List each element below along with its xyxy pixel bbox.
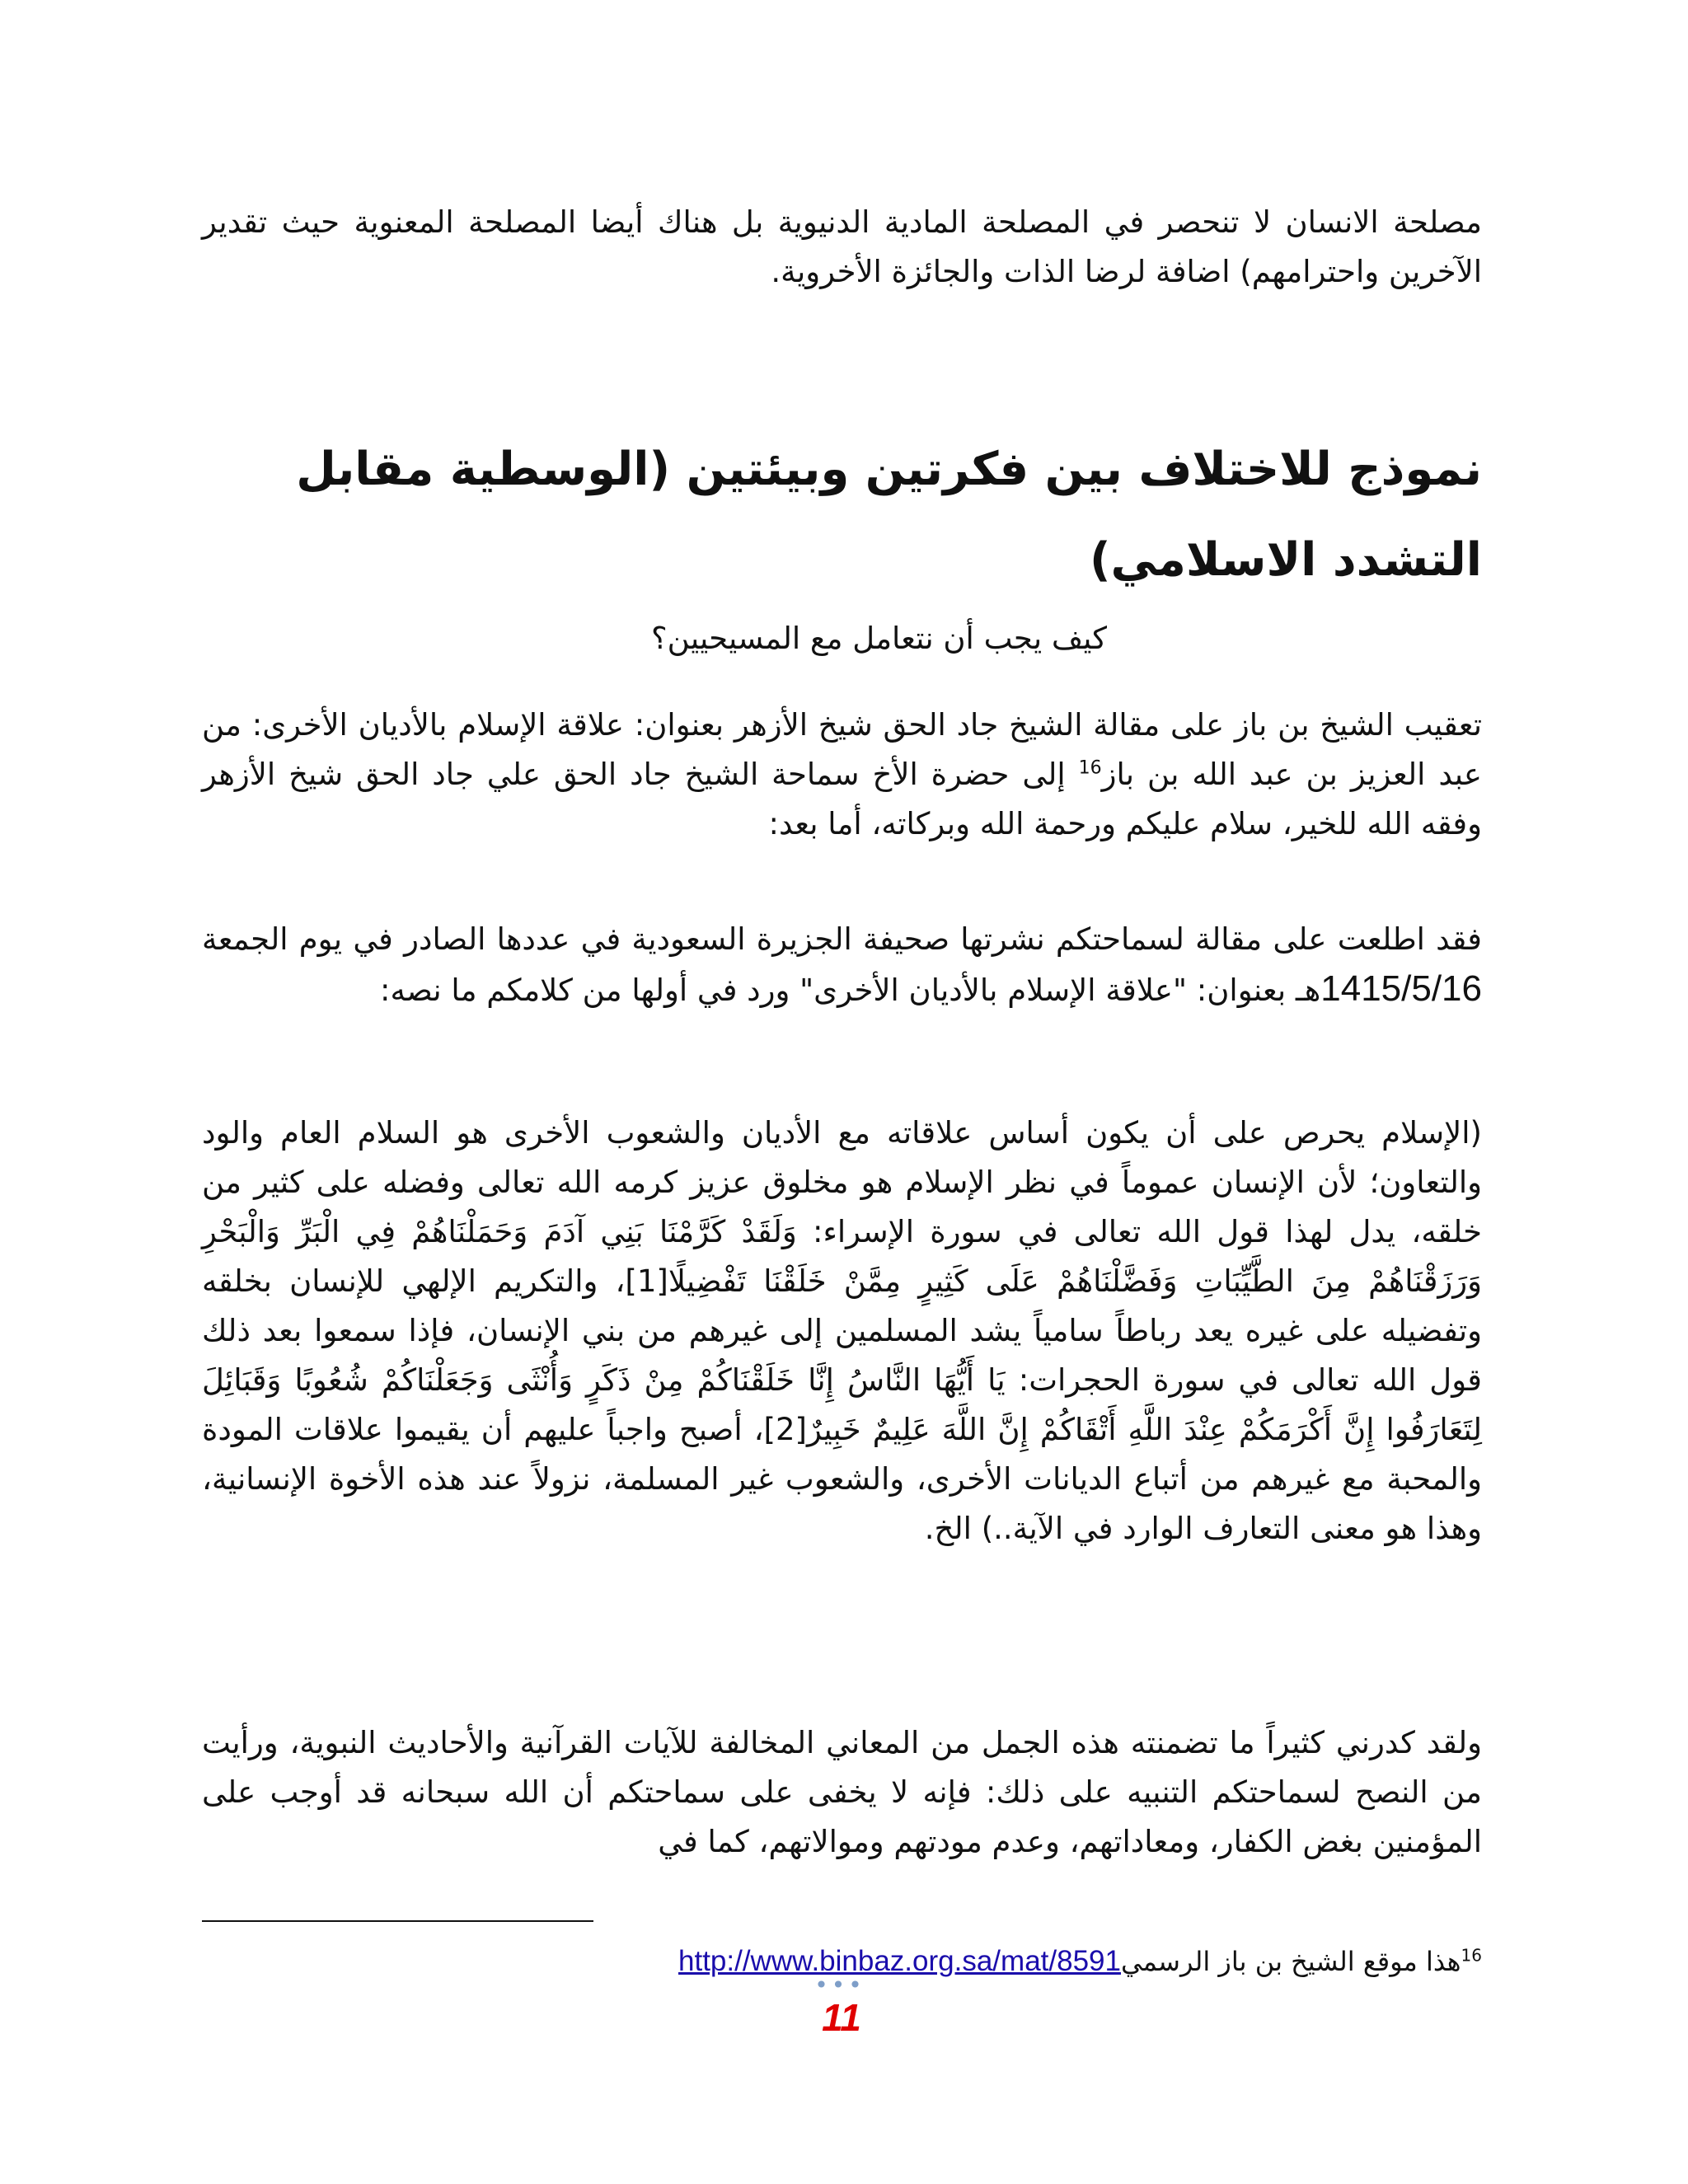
question-subheading: كيف يجب أن نتعامل مع المسيحيين؟ [651, 621, 1107, 656]
page-number: 11 [822, 1996, 861, 2039]
paragraph-text: تعقيب الشيخ بن باز على مقالة الشيخ جاد الحق شيخ الأزهر بعنوان: علاقة الإسلام بالأديان الأخرى: من عبد العزيز بن عبد الله بن باز [202, 707, 1482, 792]
page-footer [0, 1971, 1688, 2039]
footnote-text: هذا موقع الشيخ بن باز الرسمي [1120, 1946, 1461, 1977]
article-date: 1415/5/16 [1320, 968, 1482, 1009]
page-number-dots: ••• [814, 1971, 865, 1999]
paragraph-article-reference [202, 915, 1482, 1015]
paragraph-text: هـ بعنوان: "علاقة الإسلام بالأديان الأخرى" ورد في أولها من كلامكم ما نصه: [379, 972, 1321, 1008]
footnote-number: 16 [1461, 1945, 1482, 1966]
paragraph-text: إلى حضرة الأخ سماحة الشيخ جاد الحق علي جاد الحق شيخ الأزهر وفقه الله للخير، سلام عليكم ورحمة الله وبركاته، أما بعد: [202, 757, 1482, 841]
section-heading: نموذج للاختلاف بين فكرتين وبيئتين (الوسطية مقابل التشدد الاسلامي) [296, 443, 1482, 587]
footnote-link[interactable]: http://www.binbaz.org.sa/mat/8591 [678, 1945, 1121, 1977]
footnote-reference[interactable]: 16 [1078, 757, 1102, 779]
paragraph-binbaz-intro [202, 701, 1482, 849]
paragraph-quoted-article: (الإسلام يحرص على أن يكون أساس علاقاته مع الأديان والشعوب الأخرى هو السلام العام والود والتعاون؛ لأن الإنسان عموماً في نظر الإسلام هو مخلوق عزيز كرمه الله تعالى وفضله على كثير من خلقه، يدل لهذا قول الله تعالى في سورة الإسراء: وَلَقَدْ كَرَّمْنَا بَنِي آدَمَ وَحَمَلْنَاهُمْ فِي الْبَرِّ وَالْبَحْرِ وَرَزَقْنَاهُمْ مِنَ الطَّيِّبَاتِ وَفَضَّلْنَاهُمْ عَلَى كَثِيرٍ مِمَّنْ خَلَقْنَا تَفْضِيلًا[1]، والتكريم الإلهي للإنسان بخلقه وتفضيله على غيره يعد رباطاً سامياً يشد المسلمين إلى غيرهم من بني الإنسان، فإذا سمعوا بعد ذلك قول الله تعالى في سورة الحجرات: يَا أَيُّهَا النَّاسُ إِنَّا خَلَقْنَاكُمْ مِنْ ذَكَرٍ وَأُنْثَى وَجَعَلْنَاكُمْ شُعُوبًا وَقَبَائِلَ لِتَعَارَفُوا إِنَّ أَكْرَمَكُمْ عِنْدَ اللَّهِ أَتْقَاكُمْ إِنَّ اللَّهَ عَلِيمٌ خَبِيرٌ[2]، أصبح واجباً عليهم أن يقيموا علاقات المودة والمحبة مع غيرهم من أتباع الديانات الأخرى، والشعوب غير المسلمة، نزولاً عند هذه الأخوة الإنسانية، وهذا هو معنى التعارف الوارد في الآية..) الخ. [202, 1115, 1482, 1546]
footnote-separator [202, 1920, 593, 1922]
paragraph-response: ولقد كدرني كثيراً ما تضمنته هذه الجمل من المعاني المخالفة للآيات القرآنية والأحاديث النبوية، ورأيت من النصح لسماحتكم التنبيه على ذلك: فإنه لا يخفى على سماحتكم أن الله سبحانه قد أوجب على المؤمنين بغض الكفار، ومعاداتهم، وعدم مودتهم وموالاتهم، كما في [202, 1725, 1482, 1859]
paragraph-text: فقد اطلعت على مقالة لسماحتكم نشرتها صحيفة الجزيرة السعودية في عددها الصادر في يوم الجمعة [202, 921, 1482, 957]
intro-paragraph: مصلحة الانسان لا تنحصر في المصلحة المادية الدنيوية بل هناك أيضا المصلحة المعنوية حيث تقدير الآخرين واحترامهم) اضافة لرضا الذات والجائزة الأخروية. [202, 204, 1482, 289]
